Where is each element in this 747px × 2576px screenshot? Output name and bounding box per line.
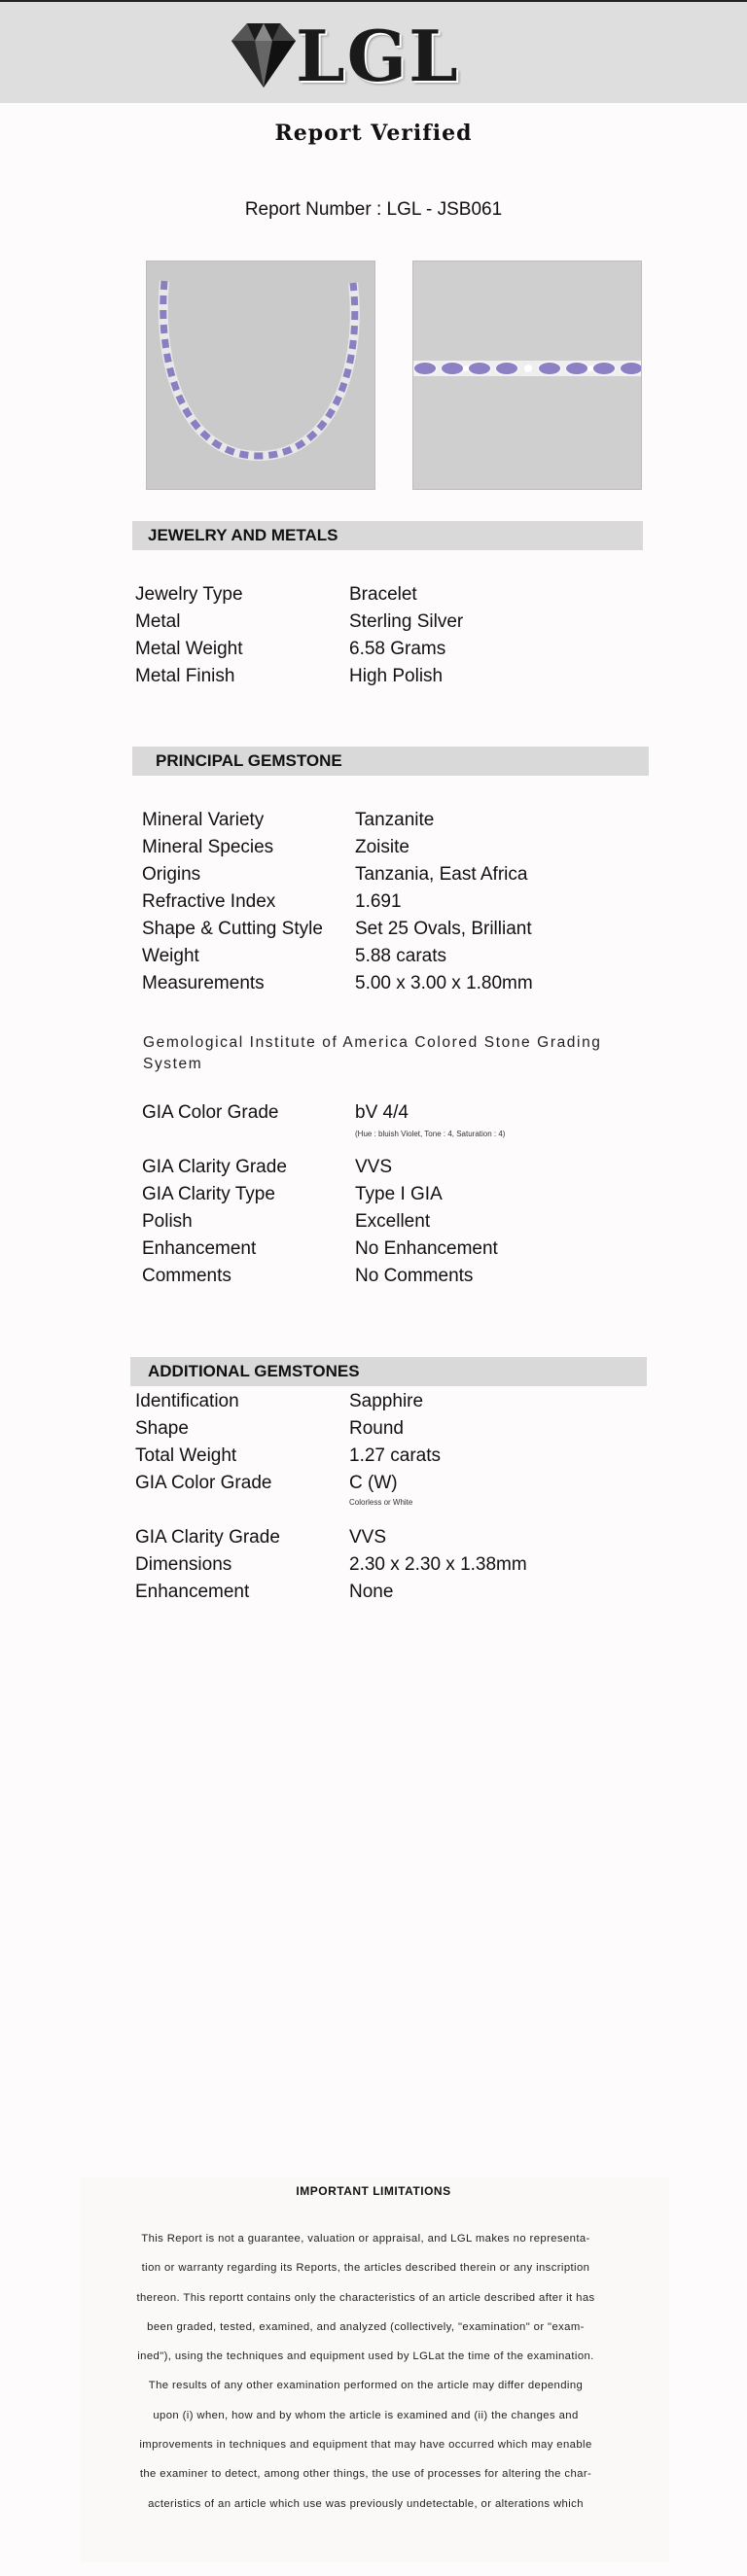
limitations-text <box>104 2224 627 2519</box>
logo-text: LGL <box>296 15 460 97</box>
page-title: Report Verified <box>274 121 473 146</box>
jewelry-metals-heading: JEWELRY AND METALS <box>132 521 643 550</box>
detail-label: GIA Clarity Grade <box>142 1157 287 1177</box>
detail-value: 1.691 <box>355 891 402 912</box>
principal-gemstone-heading: PRINCIPAL GEMSTONE <box>132 747 649 776</box>
additional-gemstones-heading: ADDITIONAL GEMSTONES <box>130 1357 647 1386</box>
detail-value: Tanzania, East Africa <box>355 864 528 885</box>
detail-label: Shape & Cutting Style <box>142 919 323 939</box>
detail-value: 6.58 Grams <box>349 639 446 659</box>
detail-value: Set 25 Ovals, Brilliant <box>355 919 532 939</box>
detail-value: 2.30 x 2.30 x 1.38mm <box>349 1554 527 1575</box>
limitations-line: been graded, tested, examined, and analyzed (collectively, "examination" or "exam- <box>147 2320 585 2333</box>
limitations-line: ined"), using the techniques and equipment used by LGLat the time of the examination. <box>137 2350 594 2363</box>
limitations-line: improvements in techniques and equipment that may have occurred which may enable <box>139 2439 592 2452</box>
bracelet-closeup-photo <box>412 261 642 490</box>
detail-value: bV 4/4 <box>355 1102 409 1123</box>
detail-label: Total Weight <box>135 1445 237 1466</box>
limitations-line: acteristics of an article which use was previously undetectable, or alterations which <box>148 2497 584 2510</box>
detail-value: 5.88 carats <box>355 946 446 966</box>
detail-label: Enhancement <box>135 1582 250 1602</box>
detail-value: No Enhancement <box>355 1238 498 1259</box>
detail-label: Metal Finish <box>135 666 235 686</box>
detail-label: GIA Clarity Grade <box>135 1527 280 1548</box>
limitations-line: the examiner to detect, among other things, the use of processes for altering the char- <box>139 2468 592 2481</box>
detail-value: 1.27 carats <box>349 1445 441 1466</box>
detail-value: VVS <box>349 1527 387 1548</box>
detail-value: No Comments <box>355 1266 474 1286</box>
bracelet-full-photo <box>146 261 375 490</box>
detail-label: Measurements <box>142 973 265 993</box>
detail-label: Origins <box>142 864 201 885</box>
detail-value: 5.00 x 3.00 x 1.80mm <box>355 973 533 993</box>
detail-label: Mineral Species <box>142 837 274 857</box>
limitations-line: upon (i) when, how and by whom the article is examined and (ii) the changes and <box>153 2409 579 2421</box>
detail-label: Metal <box>135 611 181 632</box>
limitations-heading: IMPORTANT LIMITATIONS <box>296 2184 451 2198</box>
detail-value: Excellent <box>355 1211 431 1232</box>
detail-label: Weight <box>142 946 199 966</box>
detail-value: Round <box>349 1418 404 1439</box>
detail-value: Zoisite <box>355 837 409 857</box>
detail-value: High Polish <box>349 666 444 686</box>
detail-label: Refractive Index <box>142 891 276 912</box>
limitations-line: tion or warranty regarding its Reports, the articles described therein or any inscription <box>141 2262 590 2275</box>
detail-value: Sapphire <box>349 1391 424 1411</box>
color-grade-note: Colorless or White <box>349 1498 413 1507</box>
header-banner <box>0 0 747 103</box>
detail-value: VVS <box>355 1157 393 1177</box>
diamond-logo-icon <box>226 19 302 89</box>
detail-label: Shape <box>135 1418 189 1439</box>
detail-label: Dimensions <box>135 1554 232 1575</box>
detail-label: GIA Color Grade <box>135 1473 272 1493</box>
color-grade-note: (Hue : bluish Violet, Tone : 4, Saturation : 4) <box>355 1130 506 1138</box>
detail-value: Tanzanite <box>355 810 435 830</box>
gia-grading-system-title: Gemological Institute of America Colored Stone Grading System <box>143 1034 602 1072</box>
detail-label: GIA Color Grade <box>142 1102 279 1123</box>
detail-value: Type I GIA <box>355 1184 443 1204</box>
detail-label: Identification <box>135 1391 239 1411</box>
detail-value: Bracelet <box>349 584 417 605</box>
detail-label: Comments <box>142 1266 231 1286</box>
detail-label: Jewelry Type <box>135 584 243 605</box>
limitations-line: The results of any other examination performed on the article may differ depending <box>148 2380 584 2392</box>
detail-label: Mineral Variety <box>142 810 265 830</box>
detail-label: Polish <box>142 1211 193 1232</box>
detail-label: Enhancement <box>142 1238 257 1259</box>
detail-value: Sterling Silver <box>349 611 464 632</box>
detail-value: C (W) <box>349 1473 398 1493</box>
detail-label: Metal Weight <box>135 639 243 659</box>
detail-label: GIA Clarity Type <box>142 1184 275 1204</box>
detail-value: None <box>349 1582 394 1602</box>
report-number: Report Number : LGL - JSB061 <box>244 199 503 220</box>
limitations-line: This Report is not a guarantee, valuation or appraisal, and LGL makes no representa- <box>141 2233 590 2245</box>
limitations-line: thereon. This reportt contains only the characteristics of an article described after it has <box>136 2291 595 2304</box>
lgl-logo <box>226 14 479 97</box>
